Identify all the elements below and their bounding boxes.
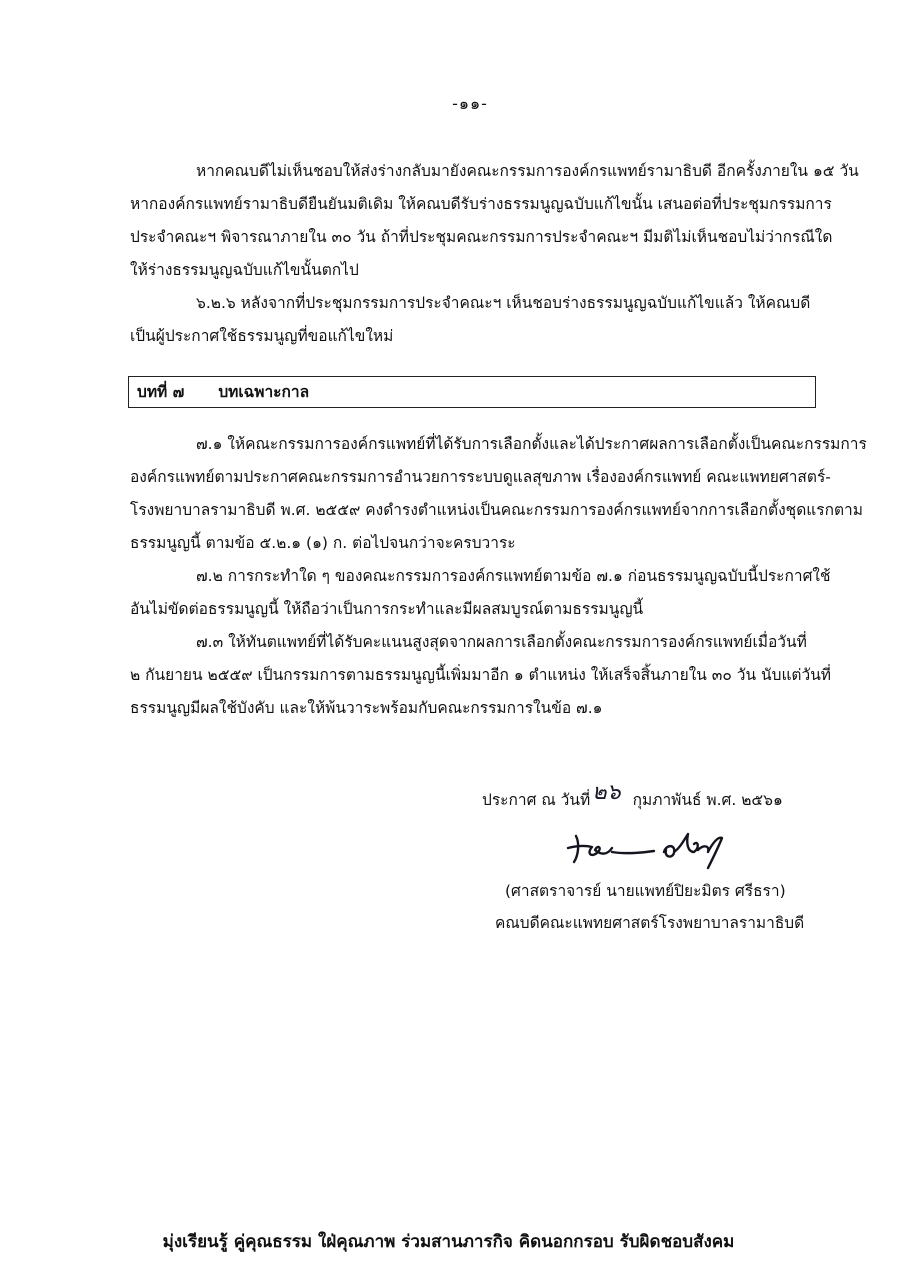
page-number: -๑๑- [452,94,488,113]
signature-image [562,826,742,876]
text-line: ประจำคณะฯ พิจารณาภายใน ๓๐ วัน ถ้าที่ประชุมคณะกรรมการประจำคณะฯ มีมติไม่เห็นชอบไม่ว่ากรณีใด [130,228,833,246]
text-line: เป็นผู้ประกาศใช้ธรรมนูญที่ขอแก้ไขใหม่ [130,327,394,345]
text-line: ๗.๒ การกระทำใด ๆ ของคณะกรรมการองค์กรแพทย์ตามข้อ ๗.๑ ก่อนธรรมนูญฉบับนี้ประกาศใช้ [196,567,831,585]
signer-name: (ศาสตราจารย์ นายแพทย์ปิยะมิตร ศรีธรา) [505,882,786,900]
text-line: ๗.๑ ให้คณะกรรมการองค์กรแพทย์ที่ได้รับการเลือกตั้งและได้ประกาศผลการเลือกตั้งเป็นคณะกรรมการ [196,435,867,453]
signature-stroke [612,851,654,853]
paragraph-rejection-procedure [130,155,859,287]
text-line: ให้ร่างธรรมนูญฉบับแก้ไขนั้นตกไป [130,261,359,279]
text-line: โรงพยาบาลรามาธิบดี พ.ศ. ๒๕๕๙ คงดำรงตำแหน่งเป็นคณะกรรมการองค์กรแพทย์จากการเลือกตั้งชุดแรกตาม [130,501,863,519]
signature-stroke [664,834,722,868]
text-line: หากคณบดีไม่เห็นชอบให้ส่งร่างกลับมายังคณะกรรมการองค์กรแพทย์รามาธิบดี อีกครั้งภายใน ๑๕ วัน [196,162,859,180]
text-line: องค์กรแพทย์ตามประกาศคณะกรรมการอำนวยการระบบดูแลสุขภาพ เรื่ององค์กรแพทย์ คณะแพทยศาสตร์- [130,468,831,486]
text-line: ๗.๓ ให้ทันตแพทย์ที่ได้รับคะแนนสูงสุดจากผลการเลือกตั้งคณะกรรมการองค์กรแพทย์เมื่อวันที่ [196,633,807,651]
handwritten-day: ๒๖ [592,780,621,805]
announcement-date [482,780,783,815]
signer-position: คณบดีคณะแพทยศาสตร์โรงพยาบาลรามาธิบดี [495,914,805,932]
chapter-number: บทที่ ๗ [137,383,185,401]
chapter-heading-box [128,376,816,408]
text-line: ธรรมนูญนี้ ตามข้อ ๕.๒.๑ (๑) ก. ต่อไปจนกว่าจะครบวาระ [130,534,516,552]
text-line: หากองค์กรแพทย์รามาธิบดียืนยันมติเดิม ให้คณบดีรับร่างธรรมนูญฉบับแก้ไขนั้น เสนอต่อที่ประชุมกรรมการ [130,195,832,213]
announcement-month-year: กุมภาพันธ์ พ.ศ. ๒๕๖๑ [632,791,783,809]
paragraph-7-2 [130,560,830,626]
text-line: ๖.๒.๖ หลังจากที่ประชุมกรรมการประจำคณะฯ เห็นชอบร่างธรรมนูญฉบับแก้ไขแล้ว ให้คณบดี [196,294,811,312]
text-line: อันไม่ขัดต่อธรรมนูญนี้ ให้ถือว่าเป็นการกระทำและมีผลสมบูรณ์ตามธรรมนูญนี้ [130,600,644,618]
signature-stroke [568,836,612,862]
text-line: ๒ กันยายน ๒๕๕๙ เป็นกรรมการตามธรรมนูญนี้เพิ่มมาอีก ๑ ตำแหน่ง ให้เสร็จสิ้นภายใน ๓๐ วัน นับแต่วันที่ [130,666,832,684]
paragraph-6-2-6 [130,287,830,353]
footer-motto: มุ่งเรียนรู้ คู่คุณธรรม ใฝ่คุณภาพ ร่วมสานภารกิจ คิดนอกกรอบ รับผิดชอบสังคม [162,1232,735,1252]
text-line: ธรรมนูญมีผลใช้บังคับ และให้พ้นวาระพร้อมกับคณะกรรมการในข้อ ๗.๑ [130,699,603,717]
announcement-prefix: ประกาศ ณ วันที่ [482,791,591,809]
paragraph-7-1 [130,428,867,560]
chapter-title: บทเฉพาะกาล [218,383,310,401]
paragraph-7-3 [130,626,830,725]
